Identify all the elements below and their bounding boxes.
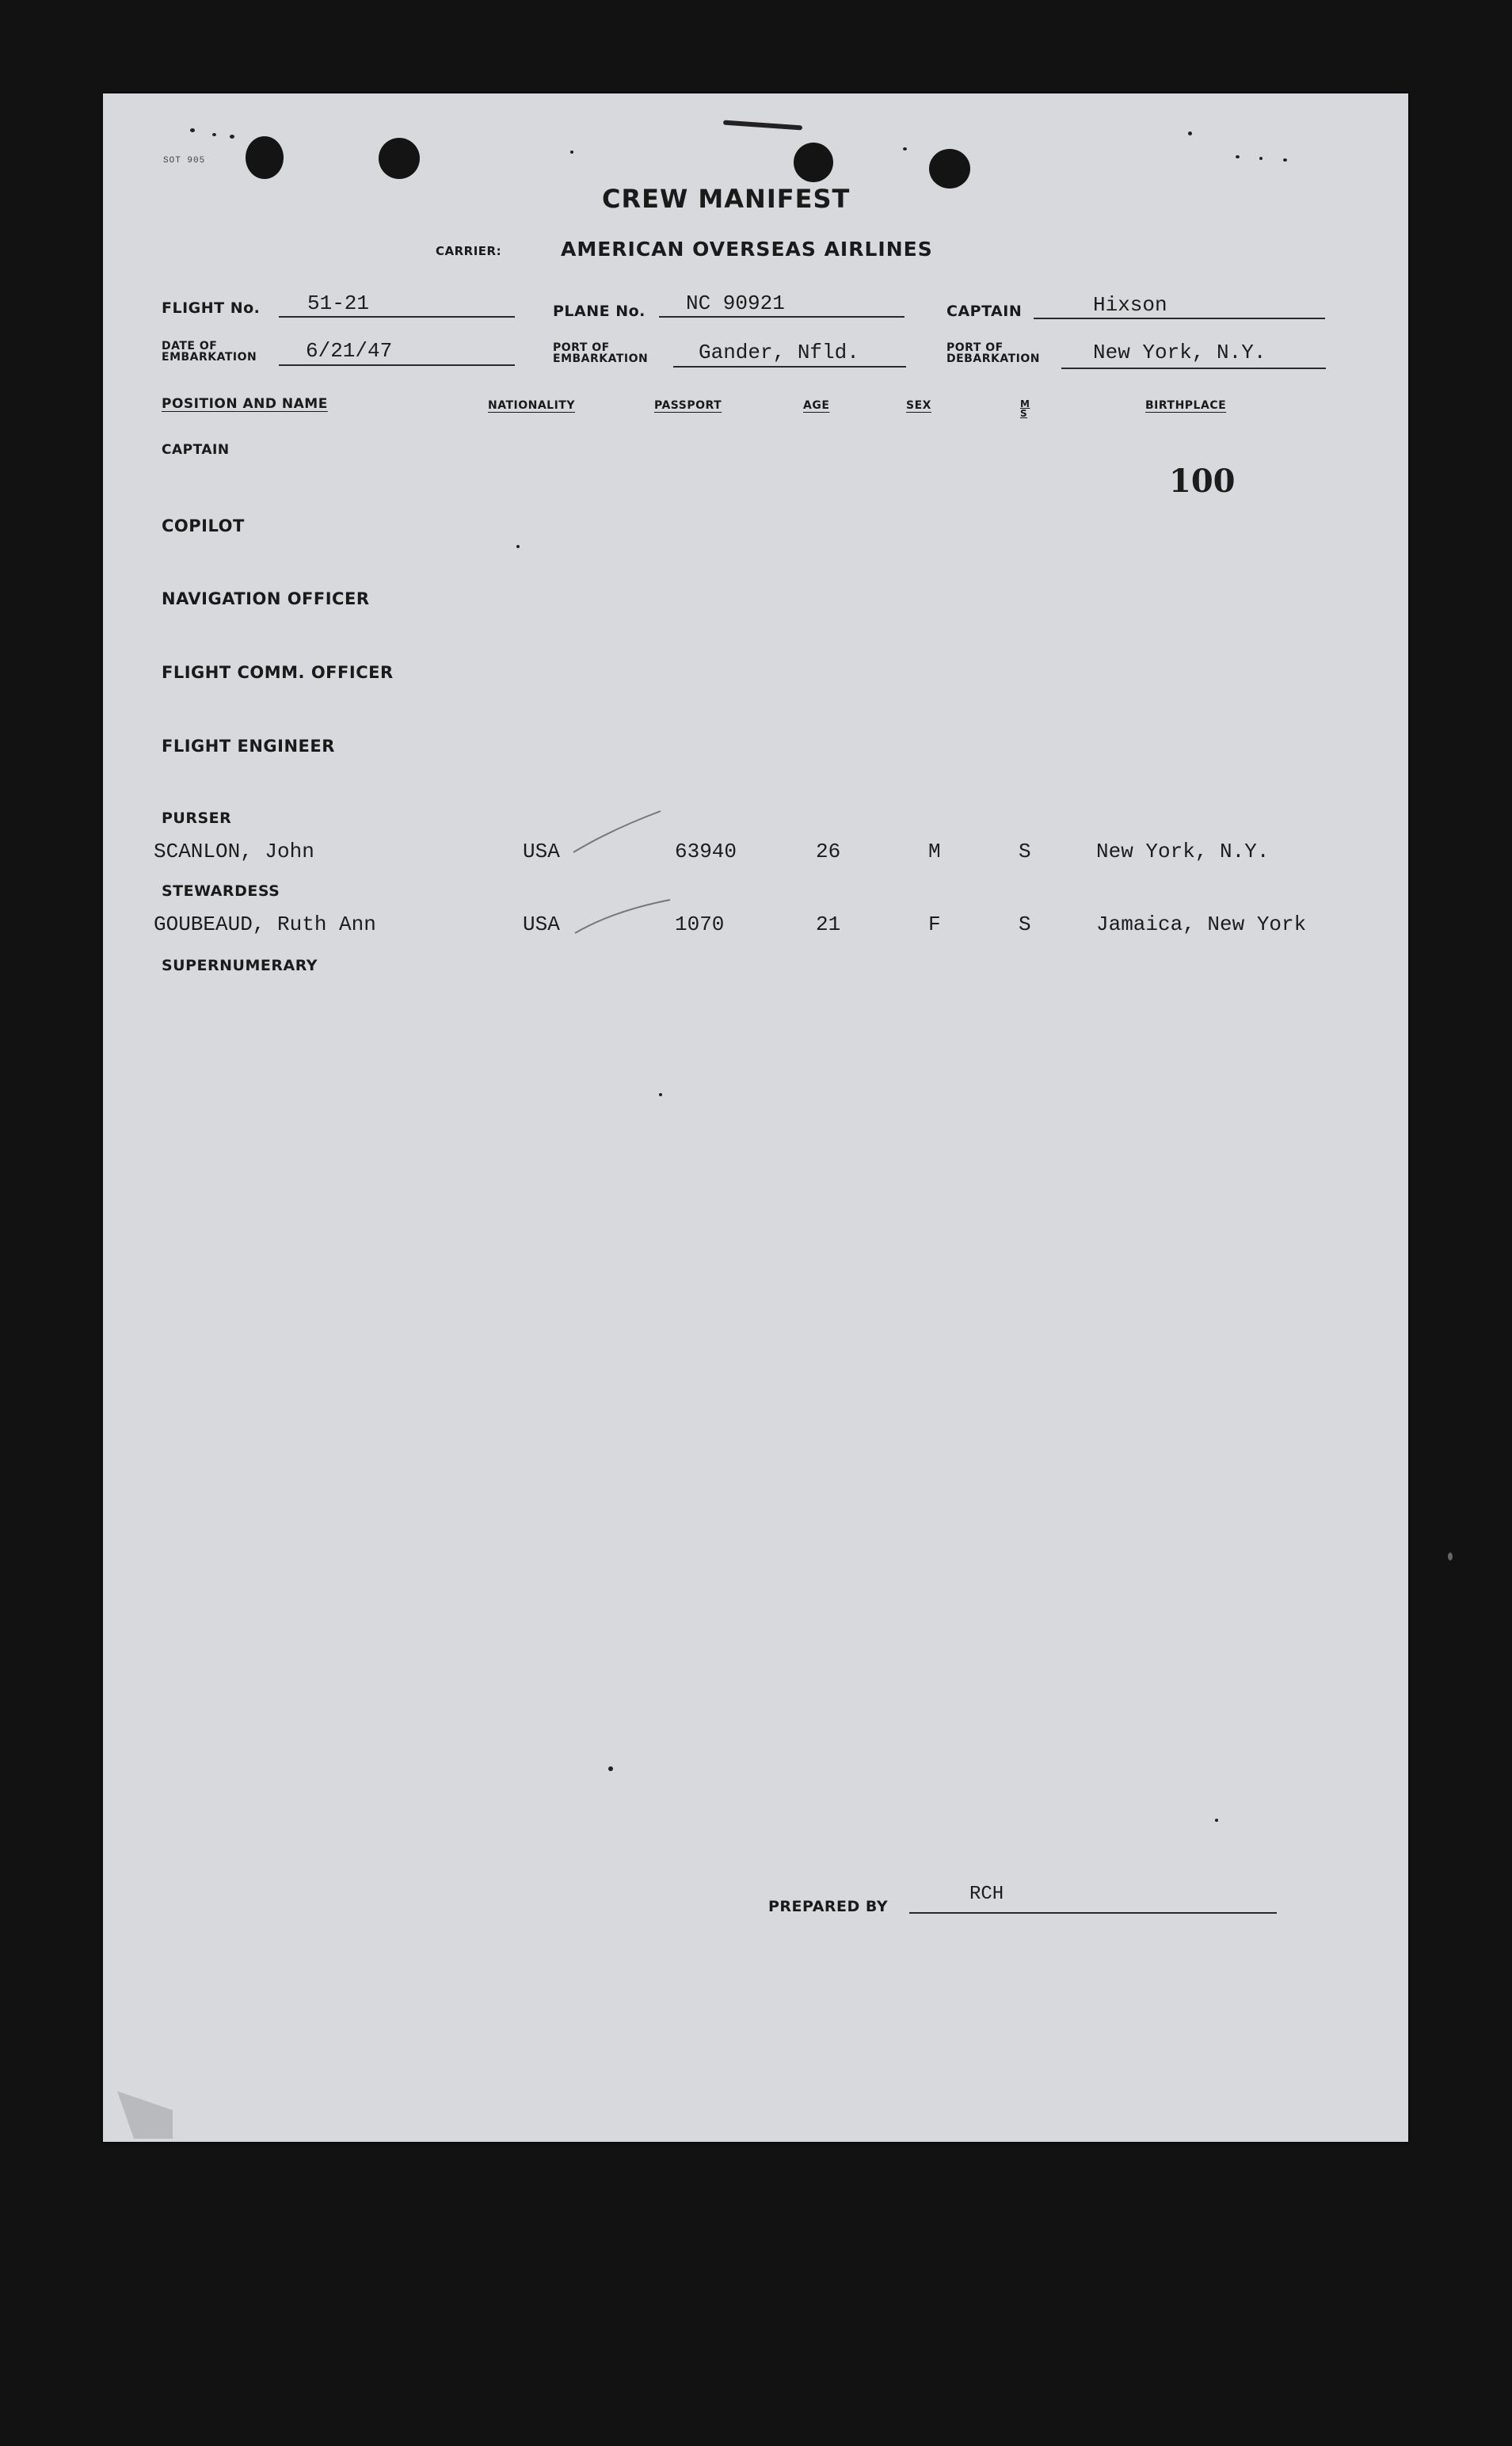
prepared-by-value: RCH (969, 1884, 1004, 1905)
prepared-by-label: PREPARED BY (768, 1898, 889, 1915)
port-of-embarkation-label (553, 342, 648, 364)
date-of-embarkation-value: 6/21/47 (306, 339, 393, 363)
crew-marital: S (1019, 840, 1031, 863)
crew-name: GOUBEAUD, Ruth Ann (154, 912, 376, 936)
page-title: CREW MANIFEST (602, 184, 851, 214)
speck (903, 147, 907, 150)
crew-birthplace: New York, N.Y. (1096, 840, 1270, 863)
binder-hole (379, 138, 420, 179)
crew-birthplace: Jamaica, New York (1096, 912, 1307, 936)
flight-no-value: 51-21 (307, 291, 370, 315)
captain-value: Hixson (1093, 293, 1167, 317)
carrier-name: AMERICAN OVERSEAS AIRLINES (561, 238, 933, 261)
crew-passport: 63940 (675, 840, 737, 863)
speck (230, 135, 234, 139)
plane-no-underline (659, 316, 905, 318)
crew-nationality: USA (523, 912, 560, 936)
crew-name: SCANLON, John (154, 840, 314, 863)
port-of-debarkation-value: New York, N.Y. (1093, 341, 1266, 364)
speck (1215, 1819, 1218, 1822)
prepared-by-underline (909, 1912, 1277, 1914)
pencil-check-mark (570, 808, 665, 855)
port-deb-label-line-1: PORT OF (946, 341, 1004, 354)
crew-sex: M (928, 840, 941, 863)
col-passport: PASSPORT (654, 399, 722, 412)
speck (1283, 158, 1287, 162)
speck (570, 150, 573, 154)
position-purser: PURSER (162, 810, 232, 827)
position-navigation-officer: NAVIGATION OFFICER (162, 589, 370, 608)
plane-no-label: PLANE No. (553, 303, 646, 320)
port-emb-label-line-1: PORT OF (553, 341, 610, 354)
plane-no-value: NC 90921 (686, 291, 785, 315)
speck (1188, 131, 1192, 135)
position-supernumerary: SUPERNUMERARY (162, 957, 318, 974)
date-label-line-1: DATE OF (162, 340, 218, 352)
col-birthplace: BIRTHPLACE (1145, 399, 1227, 412)
speck (516, 545, 520, 548)
port-deb-label-line-2: DEBARKATION (946, 352, 1040, 365)
crew-age: 21 (816, 912, 841, 936)
position-copilot: COPILOT (162, 516, 245, 535)
col-position-and-name: POSITION AND NAME (162, 396, 328, 412)
speck (1236, 155, 1240, 158)
port-deb-underline (1061, 368, 1326, 369)
crew-sex: F (928, 912, 941, 936)
port-emb-underline (673, 366, 906, 368)
crew-passport: 1070 (675, 912, 725, 936)
speck (608, 1766, 613, 1771)
position-captain: CAPTAIN (162, 442, 230, 458)
crew-nationality: USA (523, 840, 560, 863)
date-of-embarkation-label (162, 341, 257, 363)
speck (659, 1093, 662, 1096)
col-marital-line-1: M (1020, 398, 1030, 410)
binder-hole (246, 136, 284, 179)
date-underline (279, 364, 515, 366)
flight-no-label: FLIGHT No. (162, 299, 261, 317)
speck (1448, 1553, 1453, 1560)
carrier-label: CARRIER: (436, 244, 502, 258)
speck (212, 133, 216, 136)
position-stewardess: STEWARDESS (162, 882, 280, 900)
position-flight-comm-officer: FLIGHT COMM. OFFICER (162, 663, 394, 682)
port-of-embarkation-value: Gander, Nfld. (699, 341, 859, 364)
col-nationality: NATIONALITY (488, 399, 575, 412)
speck (1259, 157, 1263, 160)
binder-hole (929, 149, 970, 189)
pencil-check-mark (572, 897, 675, 936)
crew-age: 26 (816, 840, 841, 863)
page-number: 100 (1169, 463, 1236, 500)
port-emb-label-line-2: EMBARKATION (553, 352, 649, 365)
col-marital-line-2: S (1020, 408, 1028, 419)
captain-underline (1034, 318, 1325, 319)
captain-label: CAPTAIN (946, 303, 1023, 320)
binder-hole (794, 143, 833, 182)
speck (190, 128, 195, 132)
port-of-debarkation-label (946, 342, 1040, 364)
flight-no-underline (279, 316, 515, 318)
stamp-text: SOT 905 (163, 156, 206, 166)
date-label-line-2: EMBARKATION (162, 351, 257, 364)
position-flight-engineer: FLIGHT ENGINEER (162, 737, 335, 756)
col-sex: SEX (906, 399, 931, 412)
col-age: AGE (803, 399, 830, 412)
col-marital (1020, 399, 1030, 418)
crew-marital: S (1019, 912, 1031, 936)
